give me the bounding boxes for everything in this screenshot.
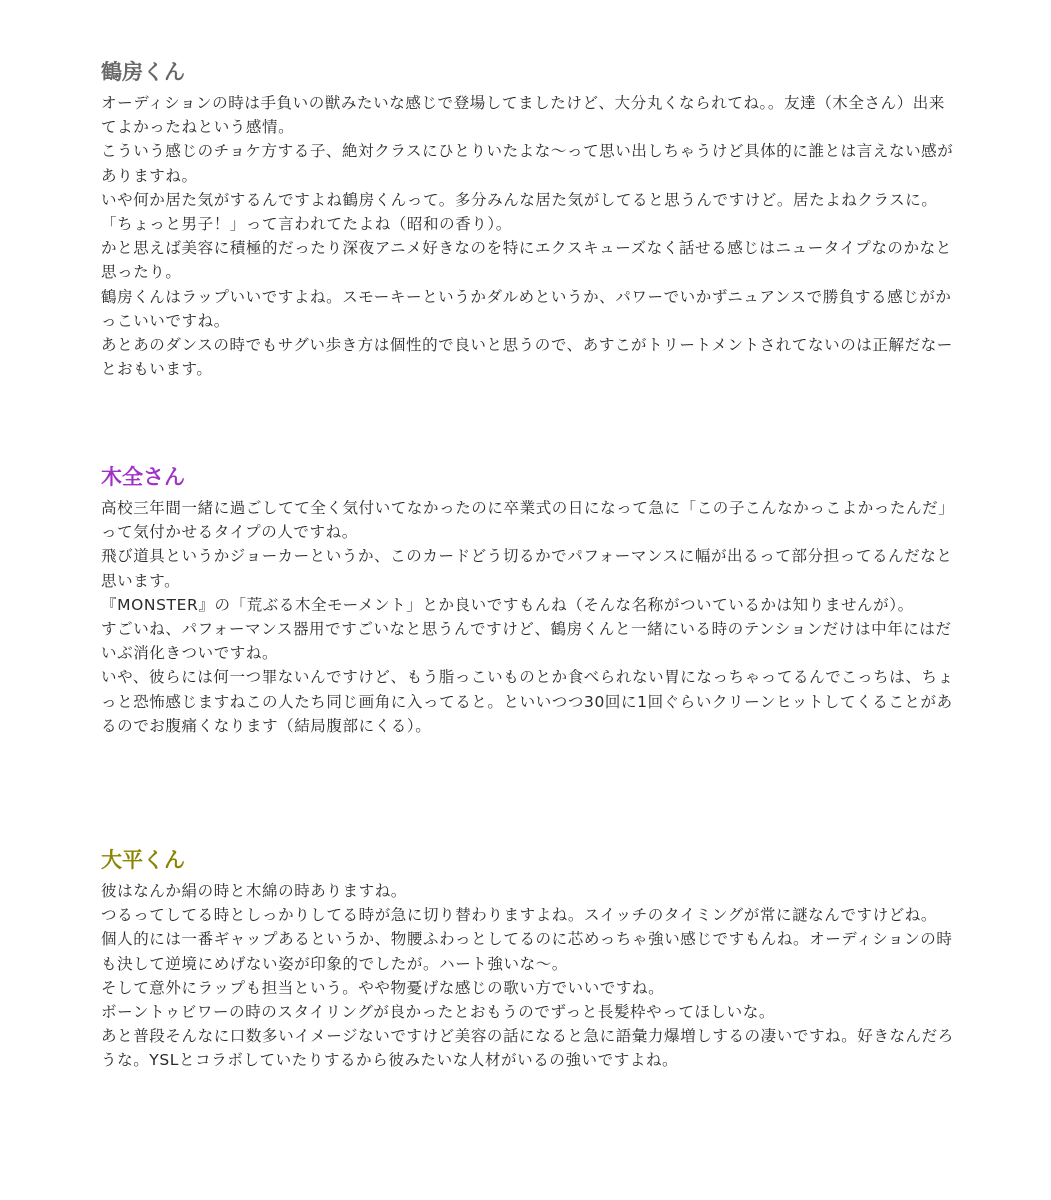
section-title-ohira: 大平くん: [101, 848, 185, 872]
paragraph: いや何か居た気がするんですよね鶴房くんって。多分みんな居た気がしてると思うんですけど。居たよねクラスに。「ちょっと男子！」って言われてたよね（昭和の香り）。: [101, 190, 938, 234]
paragraph: つるってしてる時としっかりしてる時が急に切り替わりますよね。スイッチのタイミングが常に謎なんですけどね。: [101, 906, 937, 925]
paragraph: 『MONSTER』の「荒ぶる木全モーメント」とか良いですもんね（そんな名称がついているかは知りませんが）。: [101, 595, 914, 614]
section-ohira: [101, 845, 961, 1073]
section-body: [101, 496, 961, 738]
paragraph: ボーントゥビワーの時のスタイリングが良かったとおもうのでずっと長髪枠やってほしいな。: [101, 1003, 775, 1022]
paragraph: 鶴房くんはラップいいですよね。スモーキーというかダルめというか、パワーでいかずニュアンスで勝負する感じがかっこいいですね。: [101, 287, 952, 330]
paragraph: オーディションの時は手負いの獣みたいな感じで登場してましたけど、大分丸くなられてね。。友達（木全さん）出来てよかったねという感情。: [101, 94, 946, 137]
section-tsurubo: [101, 57, 961, 381]
paragraph: かと思えば美容に積極的だったり深夜アニメ好きなのを特にエクスキューズなく話せる感じはニュータイプなのかなと思ったり。: [101, 239, 952, 282]
section-title-tsurubo: 鶴房くん: [101, 60, 185, 84]
paragraph: そして意外にラップも担当という。やや物憂げな感じの歌い方でいいですね。: [101, 978, 665, 997]
paragraph: あとあのダンスの時でもサグい歩き方は個性的で良いと思うので、あすこがトリートメントされてないのは正解だなーとおもいます。: [101, 336, 953, 379]
paragraph: 彼はなんか絹の時と木綿の時ありますね。: [101, 882, 407, 900]
paragraph: すごいね、パフォーマンス器用ですごいなと思うんですけど、鶴房くんと一緒にいる時のテンションだけは中年にはだいぶ消化きついですね。: [101, 620, 952, 663]
paragraph: 高校三年間一緒に過ごしてて全く気付いてなかったのに卒業式の日になって急に「この子こんなかっこよかったんだ」って気付かせるタイプの人ですね。: [101, 499, 955, 542]
paragraph: こういう感じのチョケ方する子、絶対クラスにひとりいたよな〜って思い出しちゃうけど具体的に誰とは言えない感がありますね。: [101, 142, 954, 185]
paragraph: 飛び道具というかジョーカーというか、このカードどう切るかでパフォーマンスに幅が出るって部分担ってるんだなと思います。: [101, 547, 953, 590]
paragraph: あと普段そんなに口数多いイメージないですけど美容の話になると急に語彙力爆増しするの凄いですね。好きなんだろうな。YSLとコラボしていたりするから彼みたいな人材がいるの強いですよね。: [101, 1027, 954, 1070]
section-kimata: [101, 462, 961, 738]
section-title-kimata: 木全さん: [101, 465, 185, 489]
section-body: [101, 91, 961, 381]
paragraph: いや、彼らには何一つ罪ないんですけど、もう脂っこいものとか食べられない胃になっちゃってるんでこっちは、ちょっと恐怖感じますねこの人たち同じ画角に入ってると。といいつつ30回に1回ぐらいクリーンヒットしてくることがあるのでお腹痛くなります（結局腹部にくる）。: [101, 668, 954, 735]
paragraph: 個人的には一番ギャップあるというか、物腰ふわっとしてるのに芯めっちゃ強い感じですもんね。オーディションの時も決して逆境にめげない姿が印象的でしたが。ハート強いな〜。: [101, 930, 953, 973]
section-body: [101, 879, 961, 1073]
